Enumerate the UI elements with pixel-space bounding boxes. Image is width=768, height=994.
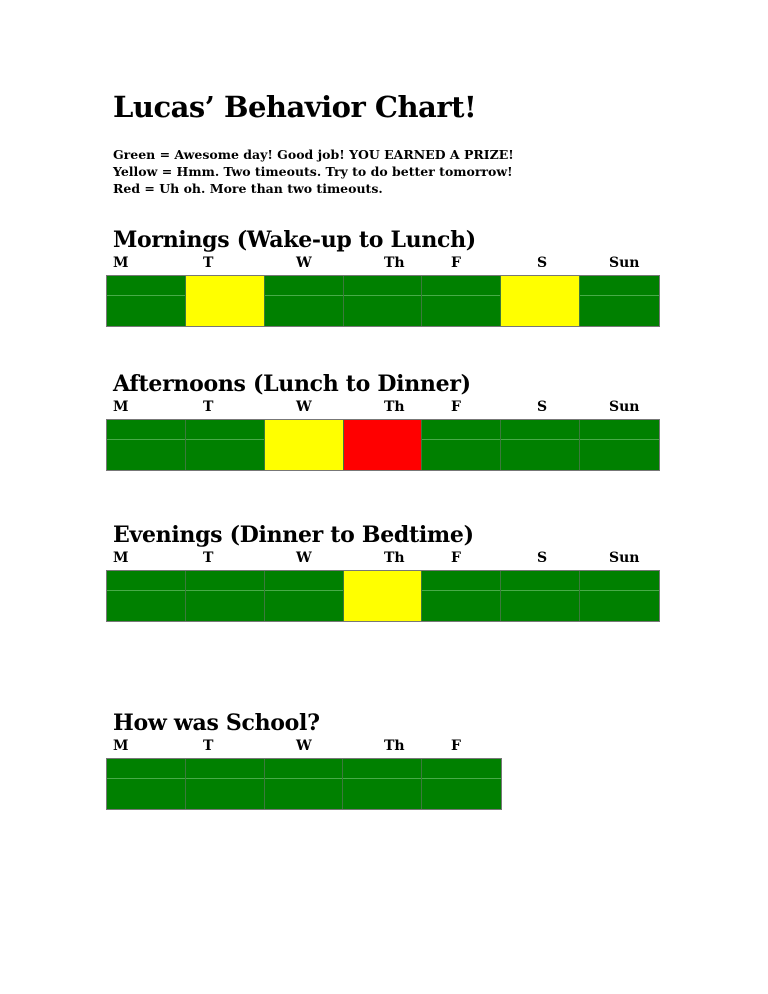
rating-cell-green — [343, 759, 422, 809]
day-label: M — [113, 399, 129, 415]
rating-cell-green — [580, 571, 659, 621]
rating-cell-green — [580, 420, 659, 470]
day-label: W — [296, 399, 312, 415]
day-label: F — [451, 399, 461, 415]
rating-cell-yellow — [344, 571, 423, 621]
day-label: W — [296, 550, 312, 566]
page-title: Lucas’ Behavior Chart! — [113, 90, 477, 124]
rating-cell-green — [344, 276, 423, 326]
rating-cell-yellow — [186, 276, 265, 326]
rating-cell-green — [501, 571, 580, 621]
day-label: Th — [384, 399, 405, 415]
day-label: Sun — [609, 255, 640, 271]
rating-cell-green — [265, 759, 344, 809]
day-label: Th — [384, 255, 405, 271]
rating-cell-green — [422, 759, 501, 809]
rating-row — [106, 570, 660, 622]
day-label: Sun — [609, 550, 640, 566]
rating-cell-green — [422, 420, 501, 470]
day-label: Th — [384, 550, 405, 566]
rating-cell-green — [107, 571, 186, 621]
day-label: W — [296, 255, 312, 271]
day-label: S — [537, 550, 548, 566]
day-label: T — [203, 255, 214, 271]
rating-row — [106, 275, 660, 327]
rating-cell-green — [186, 759, 265, 809]
rating-cell-yellow — [501, 276, 580, 326]
rating-cell-green — [265, 276, 344, 326]
rating-cell-green — [422, 571, 501, 621]
section-title: Evenings (Dinner to Bedtime) — [113, 522, 474, 548]
day-label: Sun — [609, 399, 640, 415]
day-label: T — [203, 738, 214, 754]
day-label: T — [203, 399, 214, 415]
section-title: Mornings (Wake-up to Lunch) — [113, 227, 476, 253]
rating-cell-green — [107, 759, 186, 809]
rating-cell-green — [501, 420, 580, 470]
day-label: M — [113, 550, 129, 566]
rating-cell-yellow — [265, 420, 344, 470]
rating-cell-green — [186, 420, 265, 470]
day-label: M — [113, 255, 129, 271]
rating-cell-green — [422, 276, 501, 326]
section-title: How was School? — [113, 710, 320, 736]
day-label: T — [203, 550, 214, 566]
day-label: F — [451, 255, 461, 271]
day-label: F — [451, 738, 461, 754]
day-label: Th — [384, 738, 405, 754]
day-label: M — [113, 738, 129, 754]
day-label: W — [296, 738, 312, 754]
legend-yellow: Yellow = Hmm. Two timeouts. Try to do better tomorrow! — [113, 164, 513, 179]
day-label: S — [537, 399, 548, 415]
rating-row — [106, 419, 660, 471]
day-label: S — [537, 255, 548, 271]
rating-cell-green — [186, 571, 265, 621]
rating-cell-red — [344, 420, 423, 470]
legend-red: Red = Uh oh. More than two timeouts. — [113, 181, 383, 196]
section-title: Afternoons (Lunch to Dinner) — [113, 371, 471, 397]
rating-cell-green — [580, 276, 659, 326]
legend-green: Green = Awesome day! Good job! YOU EARNED A PRIZE! — [113, 147, 514, 162]
day-label: F — [451, 550, 461, 566]
rating-row — [106, 758, 502, 810]
rating-cell-green — [265, 571, 344, 621]
rating-cell-green — [107, 420, 186, 470]
rating-cell-green — [107, 276, 186, 326]
